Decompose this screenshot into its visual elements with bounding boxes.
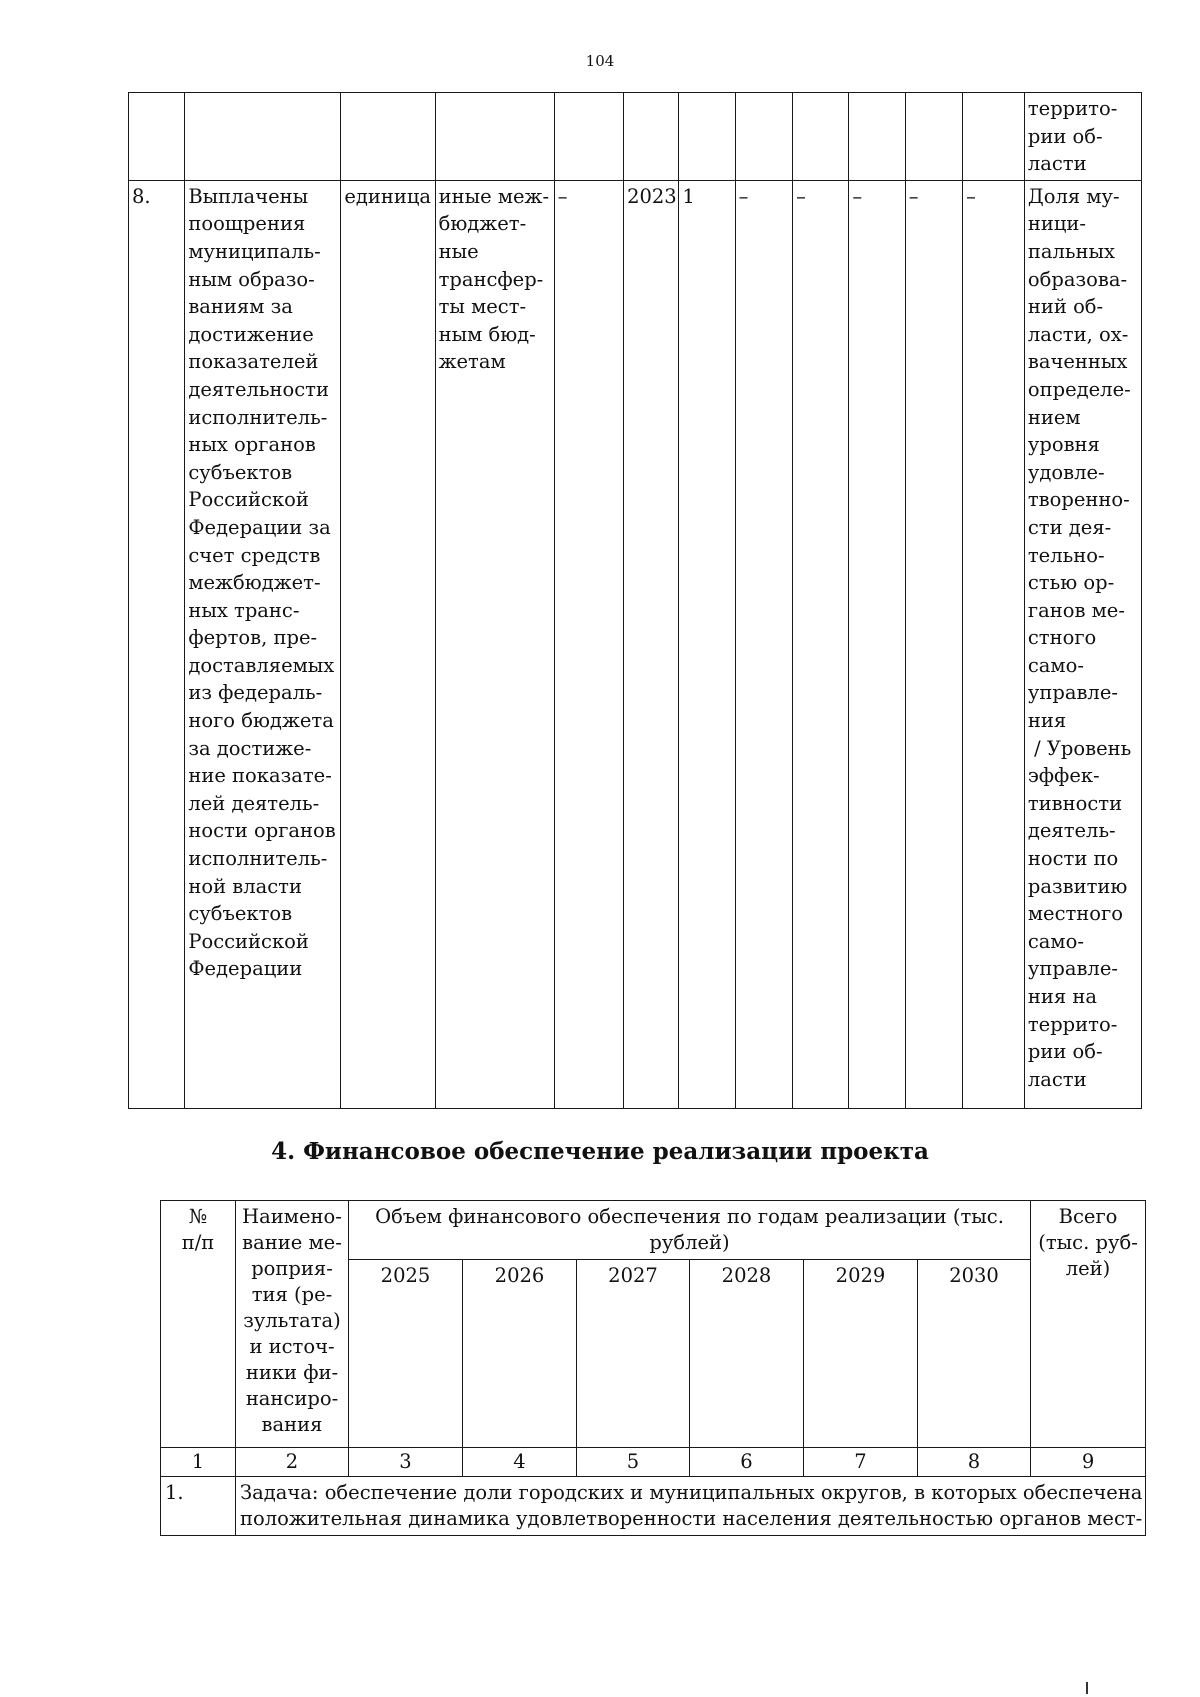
table-cell xyxy=(554,93,623,181)
column-index: 9 xyxy=(1031,1448,1146,1477)
column-index: 7 xyxy=(804,1448,918,1477)
column-index: 6 xyxy=(690,1448,804,1477)
table-cell: – xyxy=(735,180,792,1108)
table-cell xyxy=(679,93,735,181)
year-2030: 2030 xyxy=(918,1260,1031,1448)
table-cell xyxy=(185,93,341,181)
header-row xyxy=(161,1201,1146,1260)
task-row xyxy=(161,1477,1146,1536)
header-total: Всего (тыс. руб- лей) xyxy=(1031,1201,1146,1448)
linked-indicator: Доля му- ници- пальных образова- ний об- ласти, ох- ваченных определе- нием уровня удовле- творенно- сти дея- тельно- стью ор- ганов ме- стного само- управле- ния / Уровень эффек- тивности деятель- ности по развитию местного само- управле- ния на террито- рии об- ласти xyxy=(1024,180,1141,1108)
table-cell xyxy=(793,93,849,181)
section-title: 4. Финансовое обеспечение реализации проекта xyxy=(271,1138,929,1165)
scan-mark xyxy=(1086,1682,1088,1694)
table-row xyxy=(129,180,1142,1108)
header-number: № п/п xyxy=(161,1201,236,1448)
table-cell: – xyxy=(963,180,1025,1108)
year-2025: 2025 xyxy=(349,1260,463,1448)
continuation-last-cell: террито- рии об- ласти xyxy=(1024,93,1141,181)
result-name: Выплачены поощрения муниципаль- ным образо- ваниям за достижение показателей деятельности исполнитель- ных органов субъектов Российской Федерации за счет средств межбюджет- ных транс- фертов, пре- доставляемых из федераль- ного бюджета за достиже- ние показате- лей деятель- ности органов исполнитель- ной власти субъектов Российской Федерации xyxy=(185,180,341,1108)
table-cell xyxy=(624,93,679,181)
header-name: Наимено- вание ме- роприя- тия (ре- зультата) и источ- ники фи- нансиро- вания xyxy=(236,1201,349,1448)
table-cell: – xyxy=(793,180,849,1108)
indicators-table xyxy=(128,92,1142,1109)
column-index: 5 xyxy=(577,1448,690,1477)
financing-table xyxy=(160,1200,1146,1536)
base-year: 2023 xyxy=(624,180,679,1108)
result-type: иные меж- бюджет- ные трансфер- ты мест- ным бюд- жетам xyxy=(435,180,554,1108)
table-cell xyxy=(341,93,435,181)
table-cell: – xyxy=(849,180,905,1108)
continuation-row xyxy=(129,93,1142,181)
base-value: 1 xyxy=(679,180,735,1108)
header-volume: Объем финансового обеспечения по годам реализации (тыс. рублей) xyxy=(349,1201,1031,1260)
column-index-row xyxy=(161,1448,1146,1477)
year-2026: 2026 xyxy=(463,1260,577,1448)
task-number: 1. xyxy=(161,1477,236,1536)
table-cell xyxy=(129,93,185,181)
column-index: 1 xyxy=(161,1448,236,1477)
column-index: 3 xyxy=(349,1448,463,1477)
year-2029: 2029 xyxy=(804,1260,918,1448)
table-cell xyxy=(849,93,905,181)
table-cell xyxy=(435,93,554,181)
task-text xyxy=(236,1477,1146,1536)
column-index: 8 xyxy=(918,1448,1031,1477)
table-cell xyxy=(963,93,1025,181)
column-index: 4 xyxy=(463,1448,577,1477)
unit-of-measure: единица xyxy=(341,180,435,1108)
year-2027: 2027 xyxy=(577,1260,690,1448)
page-number: 104 xyxy=(585,52,615,70)
year-2028: 2028 xyxy=(690,1260,804,1448)
table-cell xyxy=(905,93,962,181)
task-text-line: Задача: обеспечение доли городских и муниципальных округов, в которых обеспечена xyxy=(240,1481,1143,1504)
table-cell: – xyxy=(554,180,623,1108)
table-cell: – xyxy=(905,180,962,1108)
column-index: 2 xyxy=(236,1448,349,1477)
row-number: 8. xyxy=(129,180,185,1108)
table-cell xyxy=(735,93,792,181)
task-text-line: положительная динамика удовлетворенности населения деятельностью органов мест- xyxy=(240,1507,1143,1530)
